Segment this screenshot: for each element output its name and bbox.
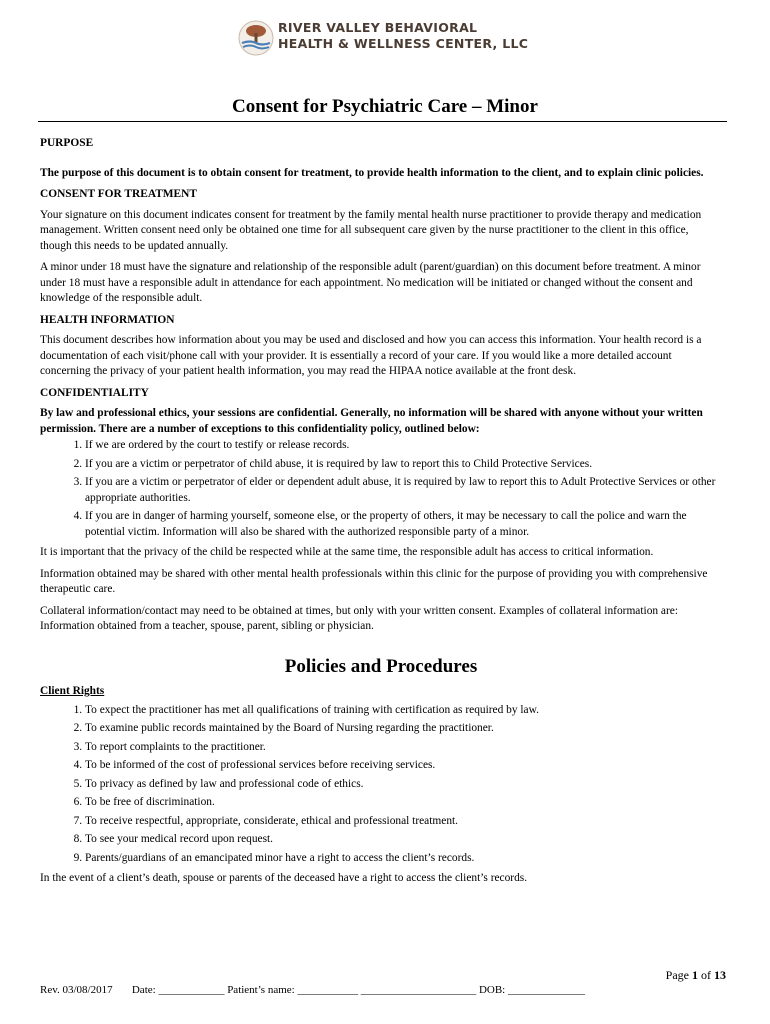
- page-prefix: Page: [665, 968, 689, 982]
- list-item: 1. To expect the practitioner has met all qualifications of training with certification as required by law.: [85, 703, 722, 719]
- confidentiality-intro: By law and professional ethics, your sessions are confidential. Generally, no information will be shared with anyone without your written permission. There are a number of exceptions to this confidentiality policy, outlined below:: [40, 407, 703, 435]
- policies-title: Policies and Procedures: [284, 655, 478, 677]
- revision-and-patient-fields: Rev. 03/08/2017 Date: ____________ Patient’s name: ___________ _____________________ DOB: ______________: [40, 984, 585, 996]
- list-item: 2. If you are a victim or perpetrator of child abuse, it is required by law to report this to Child Protective Services.: [85, 457, 722, 473]
- client-rights-list: [40, 703, 722, 867]
- rights-closing-paragraph: In the event of a client’s death, spouse or parents of the deceased have a right to access the client’s records.: [40, 872, 528, 884]
- page-number: [666, 968, 726, 983]
- list-item: 5. To privacy as defined by law and professional code of ethics.: [85, 777, 722, 793]
- confidentiality-heading: CONFIDENTIALITY: [40, 386, 149, 399]
- page-total: 13: [714, 968, 726, 982]
- list-item: 6. To be free of discrimination.: [85, 795, 722, 811]
- list-item: 1. If we are ordered by the court to testify or release records.: [85, 438, 722, 454]
- page-current: 1: [692, 968, 698, 982]
- organization-name: [278, 20, 528, 52]
- confidentiality-paragraph-2: Information obtained may be shared with other mental health professionals within this clinic for the purpose of providing you with comprehensive therapeutic care.: [40, 567, 708, 595]
- org-name-line2: HEALTH & WELLNESS CENTER, LLC: [278, 36, 529, 51]
- consent-paragraph-2: A minor under 18 must have the signature and relationship of the responsible adult (parent/guardian) on this document before treatment. A minor under 18 must have a responsible adult in attendance for each appointment. No medication will be initiated or changed without the consent and knowledge of the responsible adult.: [40, 261, 701, 304]
- list-item: 8. To see your medical record upon request.: [85, 832, 722, 848]
- list-item: 4. If you are in danger of harming yourself, someone else, or the property of others, it may be necessary to call the police and warn the potential victim. Information will also be shared with the authorized responsible party of a minor.: [85, 509, 722, 540]
- consent-paragraph-1: Your signature on this document indicates consent for treatment by the family mental health nurse practitioner to provide therapy and medication management. Written consent need only be obtained one time for all subsequent care given by the nurse practitioner to the client in this office, though this needs to be updated annually.: [40, 208, 702, 252]
- purpose-text: The purpose of this document is to obtain consent for treatment, to provide health information to the client, and to explain clinic policies.: [40, 166, 704, 179]
- list-item: 4. To be informed of the cost of professional services before receiving services.: [85, 758, 722, 774]
- list-item: 2. To examine public records maintained by the Board of Nursing regarding the practitioner.: [85, 721, 722, 737]
- tree-over-river-logo-icon: [238, 20, 274, 56]
- purpose-heading: PURPOSE: [40, 137, 94, 149]
- confidentiality-paragraph-3: Collateral information/contact may need to be obtained at times, but only with your written consent. Examples of collateral information are: Information obtained from a teacher, spouse, parent, sibling or physician.: [40, 604, 679, 632]
- title-divider: [38, 121, 727, 122]
- page-of: of: [701, 968, 711, 982]
- document-body: [40, 136, 722, 893]
- health-heading: HEALTH INFORMATION: [40, 313, 175, 326]
- list-item: 3. To report complaints to the practitioner.: [85, 740, 722, 756]
- health-paragraph: This document describes how information about you may be used and disclosed and how you can access this information. Your health record is a documentation of each visit/phone call with your provider. It is essentially a record of your care. If you would like a more detailed account concerning the privacy of your patient health information, you may read the HIPAA notice available at the front desk.: [40, 334, 702, 377]
- exceptions-list: [40, 438, 722, 540]
- document-title: Consent for Psychiatric Care – Minor: [232, 96, 538, 117]
- org-name-line1: RIVER VALLEY BEHAVIORAL: [278, 20, 478, 35]
- consent-heading: CONSENT FOR TREATMENT: [40, 188, 197, 200]
- letterhead: [238, 18, 538, 58]
- list-item: 3. If you are a victim or perpetrator of elder or dependent adult abuse, it is required by law to report this to Adult Protective Services or other appropriate authorities.: [85, 475, 722, 506]
- confidentiality-paragraph-1: It is important that the privacy of the child be respected while at the same time, the responsible adult has access to critical information.: [40, 546, 654, 558]
- list-item: 9. Parents/guardians of an emancipated minor have a right to access the client’s records.: [85, 851, 722, 867]
- list-item: 7. To receive respectful, appropriate, considerate, ethical and professional treatment.: [85, 814, 722, 830]
- client-rights-heading: Client Rights: [40, 685, 105, 697]
